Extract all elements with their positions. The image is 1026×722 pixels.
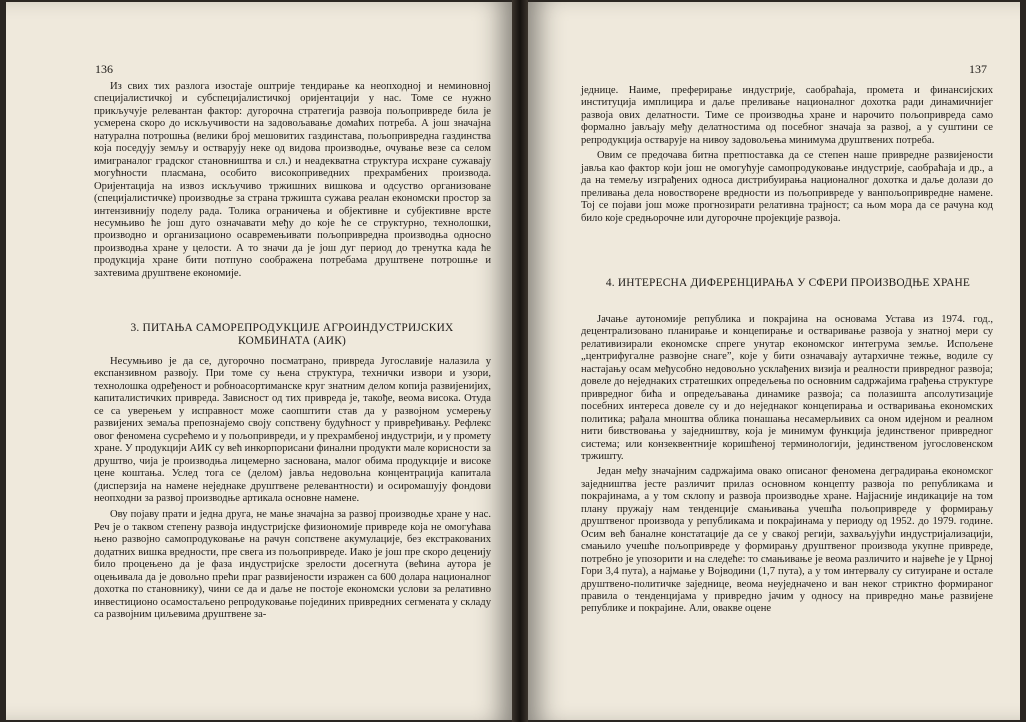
paragraph: Несумњиво је да се, дугорочно посматрано, привреда Југославије налазила у експанзивном развоју. При томе су њена структура, технички извори и узори, технолошка одређеност и робноасортиманске круг знатним делом копија развијенијих, капиталистичких привреда. Зависност од тих привреда је, такође, веома висока. Отуда се са уверењем у исправност може саопштити став да у развојном усмерењу развијених земаља препознајемо своју сопствену будућност у привређивању. Рефлекс овог феномена сусрећемо и у пољопривреди, и у прехрамбеној индустрији, и у промету хране. У продукцији АИК су већ инкорпорисани финални продукти мале корисности за друштво, чија је производња лицемерно заснована, малог обима продукције и високе цене коштања. Услед тога се (делом) јавља недовољна концентрација капитала (дисперзија на намене неједнаке друштвене релевантности) и осиромашују фондови неопходни за развој производње артикала основне намене. xyxy=(94,356,491,504)
book-gutter xyxy=(512,0,528,722)
paragraph: Ову појаву прати и једна друга, не мање значајна за развој производње хране у нас. Реч је о таквом степену развоја индустријске физиономије привреде која не омогућава њено развојно самопродуковање на рачун сопствене акумулације, без екстракованих додатних вишка вредности, пре свега из пољопривреде. Иако је још пре скоро деценију било процењено да је фаза индустријске зрелости досегнута (већина аутора је оцењивала да је довољно прећи праг развијености изражен са 600 долара националног дохотка по становнику), чини се да и даље не постоје економски услови за релативно инвестиционо осамостаљено репродуковање појединих привредних сегмената у складу са развојним циљевима друштвене за- xyxy=(94,509,491,621)
paragraph: једнице. Наиме, преферирање индустрије, саобраћаја, промета и финансијских институција имплицира и даље преливање националног дохотка ради динамичнијег развоја ових делатности. Тиме се производња хране и нарочито пољопривреда само формално јављају међу делатностима од посебног значаја за развој, а у суштини се репродукција остварује на нивоу задовољења минимума друштвених потреба. xyxy=(581,85,993,146)
page-number: 137 xyxy=(969,62,987,76)
section-heading: 4. ИНТЕРЕСНА ДИФЕРЕНЦИРАЊА У СФЕРИ ПРОИЗВОДЊЕ ХРАНЕ xyxy=(605,277,971,289)
left-page xyxy=(6,2,512,720)
body-text xyxy=(581,85,993,225)
right-page xyxy=(528,2,1020,720)
body-text xyxy=(94,356,491,622)
page-number: 136 xyxy=(95,62,113,76)
body-text xyxy=(581,314,993,616)
paragraph: Јачање аутономије република и покрајина на основама Устава из 1974. год., децентрализовано планирање и концепирање и остваривање развоја у знатној мери су релативизирали економске спреге унутар економског интегрума земље. Испољене „центрифугалне развојне снаге”, које у бити означавају аутархичне тежње, водиле су настајању осам међусобно недовољно усклађених визија и реалности привредног развоја; довеле до неједнаких стратешких опредељења по основним садржајима грађења структуре привредног бића и опредељавања динамике развоја; са полазишта апсолутизације посебних интереса довеле су и до неједнаког концепирања и остваривања економских политика; рађала мноштва облика понашања несамерљивих са оном идејном и реалном нити бивствовања у заједништву, која је минимум функција јединственог привредног система; или конзеквентније коришћеној терминологији, јединственом југословенском тржишту. xyxy=(581,314,993,462)
paragraph: Један међу значајним садржајима овако описаног феномена деградирања економског заједништва јесте различит прилаз основном концепту развоја по републикама и покрајинама, а у том склопу и развоја производње хране. Најјасније индикације на том плану пружају нам тенденције смањивања учешћа пољопривреде у формирању друштвеног производа у републикама и покрајинама у периоду од 1952. до 1979. године. Осим већ баналне констатације да се у свакој регији, захваљујући индустријализацији, смањило учешће пољопривреде у формирању друштвеног производа укупне привреде, потребно је упозорити и на следеће: то смањивање је веома различито и највеће је у Црној Гори 3,4 пута), а најмање у Војводини (1,7 пута), а у том интервалу су ситуиране и остале друштвено-политичке заједнице, веома неуједначено и ван неког стриктно формираног правила о тенденцијама у привредно јачим у односу на привредно мање развијене републике и покрајине. Али, овакве оцене xyxy=(581,466,993,615)
section-heading: 3. ПИТАЊА САМОРЕПРОДУКЦИЈЕ АГРОИНДУСТРИЈСКИХ КОМБИНАТА (АИК) xyxy=(130,322,454,347)
body-text xyxy=(94,81,491,280)
paragraph: Овим се предочава битна претпоставка да се степен наше привредне развијености јавља као фактор који још не омогућује самопродуковање индустрије, саобраћаја и др., а да на темељу изграђених односа дистрибуирања националног дохотка и даље долази до преливања дела новостворене вредности из пољопривреде у ванпољопривредне намене. Тој се појави још може прогнозирати релативна трајност; са њом мора да се рачуна код било које средњорочне или дугорочне пројекције развоја. xyxy=(581,150,993,224)
paragraph: Из свих тих разлога изостаје оштрије тендирање ка неопходној и неминовној специјалистичкој и субспецијалистичкој оријентацији у нас. Томе се нужно прикључује релевантан фактор: дугорочна стратегија развоја пољопривреде била је усмерена скоро до искључивости на задовољавање домаћих потреба. А још значајна натурална потрошња (велики број мешовитих газдинстава, пољопривредна газдинства која поседују земљу и остварују неке од видова производње, очување везе са селом имиграналог градског становништва и сл.) и неадекватна структура исхране сужавају могућности пласмана, особито високоприведних прехрамбених производа. Оријентација на извоз искључиво тржишних вишкова и одсуство организоване (специјалистичке) производње за страна тржишта сужава реалан економски простор за интензивнију поделу рада. Толика ограничења и објективне и субјективне врсте несумњиво ће још дуго означавати међу до које ће се структурно, технолошки, производно и организационо осавремењивати пољопривредна производња односно производња хране у целости. А то значи да је још дуг период до тренутка када ће продукција хране бити потпуно соображена потребама друштвене потрошње и захтевима друштвене економије. xyxy=(94,81,491,279)
